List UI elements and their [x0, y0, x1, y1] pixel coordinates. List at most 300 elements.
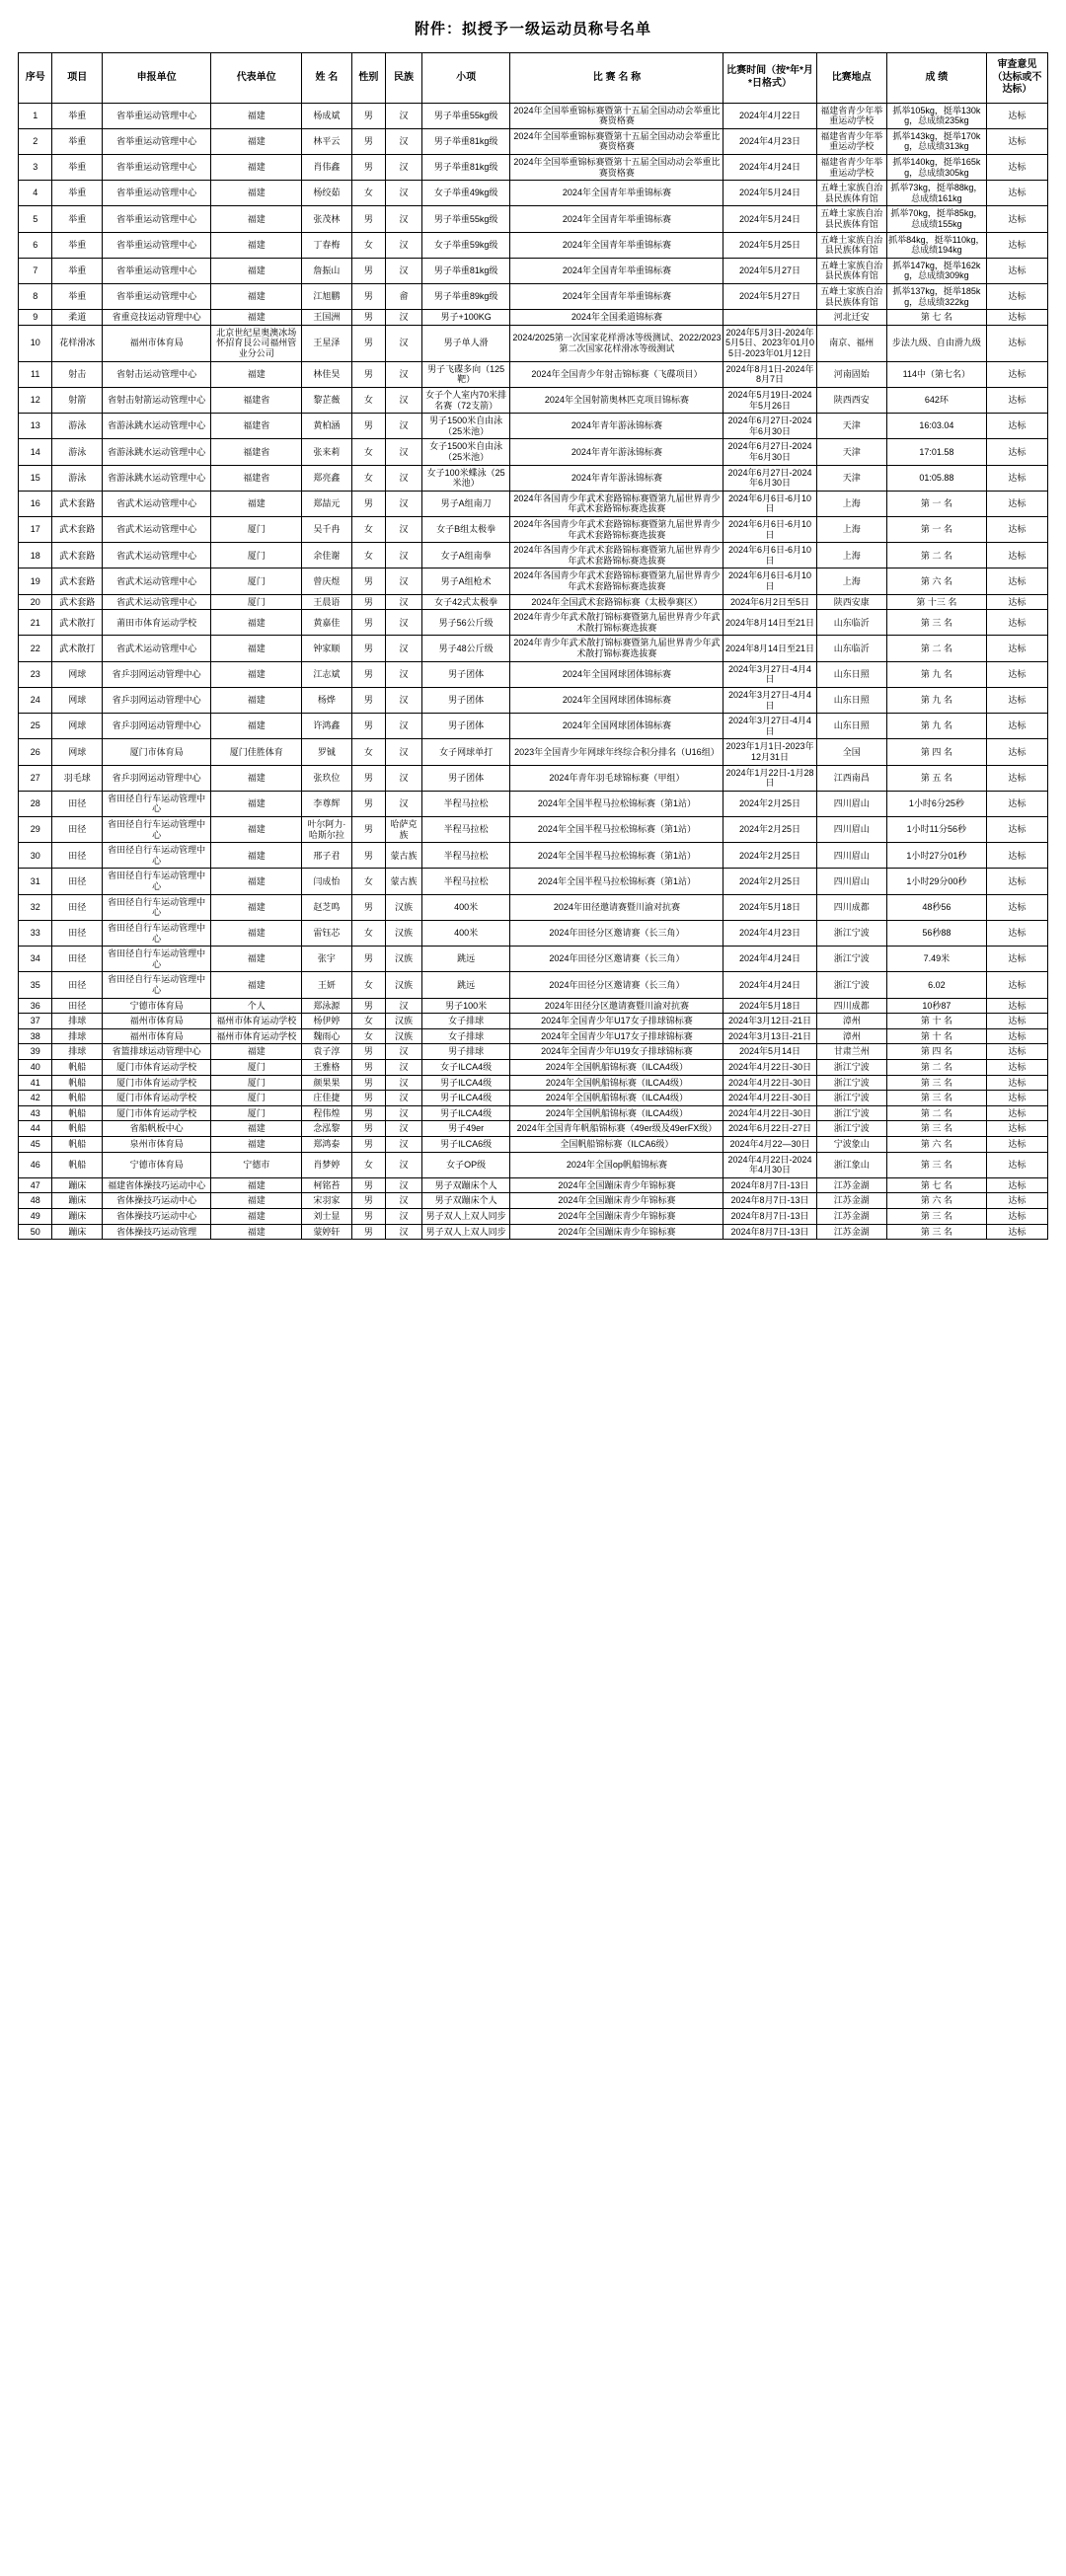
- table-cell: 上海: [816, 491, 886, 516]
- table-cell: 网球: [52, 739, 103, 765]
- table-cell: 男: [351, 594, 385, 610]
- table-cell: 抓举84kg，挺举110kg，总成绩194kg: [886, 232, 986, 258]
- table-cell: 汉: [386, 1091, 422, 1106]
- table-body: [19, 103, 1048, 1240]
- table-cell: 达标: [986, 610, 1047, 636]
- table-row: [19, 387, 1048, 413]
- table-cell: 福建省: [211, 387, 302, 413]
- table-cell: 22: [19, 636, 52, 661]
- table-cell: 五峰土家族自治县民族体育馆: [816, 181, 886, 206]
- table-cell: 四川眉山: [816, 791, 886, 816]
- table-cell: 达标: [986, 310, 1047, 326]
- table-cell: 2024年全国op帆船锦标赛: [510, 1152, 723, 1177]
- table-cell: 达标: [986, 491, 1047, 516]
- table-cell: 第 二 名: [886, 1105, 986, 1121]
- table-cell: 2024年5月25日: [723, 232, 816, 258]
- table-cell: 31: [19, 869, 52, 894]
- table-cell: 男: [351, 1224, 385, 1240]
- table-cell: 15: [19, 465, 52, 491]
- table-cell: 武术套路: [52, 568, 103, 594]
- table-cell: 2024年青年游泳锦标赛: [510, 414, 723, 439]
- table-cell: 男: [351, 1105, 385, 1121]
- table-cell: 女子100米蝶泳（25米池）: [421, 465, 510, 491]
- table-cell: 汉: [386, 610, 422, 636]
- table-cell: 漳州: [816, 1014, 886, 1029]
- table-cell: 达标: [986, 1152, 1047, 1177]
- table-row: [19, 1028, 1048, 1044]
- table-cell: 福建省青少年举重运动学校: [816, 154, 886, 180]
- table-cell: 2024年8月14日至21日: [723, 610, 816, 636]
- table-row: [19, 869, 1048, 894]
- table-header-row: [19, 53, 1048, 104]
- table-cell: 24: [19, 687, 52, 713]
- table-cell: 帆船: [52, 1152, 103, 1177]
- table-cell: 汉: [386, 765, 422, 791]
- table-cell: 福建省体操技巧运动中心: [102, 1177, 210, 1193]
- table-cell: 女子A组南拳: [421, 543, 510, 568]
- table-cell: 宁德市体育局: [102, 1152, 210, 1177]
- table-cell: 福建: [211, 765, 302, 791]
- table-cell: 14: [19, 439, 52, 465]
- table-row: [19, 661, 1048, 687]
- table-cell: 38: [19, 1028, 52, 1044]
- table-cell: 56秒88: [886, 920, 986, 946]
- table-cell: 陕西西安: [816, 387, 886, 413]
- table-cell: 23: [19, 661, 52, 687]
- table-cell: 上海: [816, 543, 886, 568]
- table-cell: 达标: [986, 517, 1047, 543]
- table-cell: 浙江象山: [816, 1152, 886, 1177]
- table-cell: 袁子淳: [302, 1044, 352, 1060]
- table-cell: 山东日照: [816, 714, 886, 739]
- table-row: [19, 568, 1048, 594]
- table-cell: 福建: [211, 972, 302, 998]
- table-cell: 48秒56: [886, 894, 986, 920]
- table-cell: 男: [351, 610, 385, 636]
- table-cell: 2024年5月27日: [723, 284, 816, 310]
- table-cell: 全国: [816, 739, 886, 765]
- table-cell: 河北迁安: [816, 310, 886, 326]
- table-cell: 37: [19, 1014, 52, 1029]
- table-cell: 厦门: [211, 517, 302, 543]
- column-header: 姓 名: [302, 53, 352, 104]
- table-cell: 许鸿鑫: [302, 714, 352, 739]
- table-cell: 汉: [386, 1152, 422, 1177]
- table-cell: 王妍: [302, 972, 352, 998]
- table-cell: 四川成都: [816, 894, 886, 920]
- table-cell: 男: [351, 361, 385, 387]
- table-cell: 汉: [386, 232, 422, 258]
- table-cell: 上海: [816, 568, 886, 594]
- table-cell: 浙江宁波: [816, 1121, 886, 1137]
- table-cell: 汉: [386, 1137, 422, 1153]
- table-cell: 汉族: [386, 1014, 422, 1029]
- table-cell: 达标: [986, 258, 1047, 283]
- table-cell: 雷钰芯: [302, 920, 352, 946]
- table-cell: 男: [351, 687, 385, 713]
- table-cell: 女子举重49kg级: [421, 181, 510, 206]
- table-row: [19, 972, 1048, 998]
- table-cell: 10秒87: [886, 998, 986, 1014]
- table-cell: 男子团体: [421, 765, 510, 791]
- table-cell: 厦门市体育运动学校: [102, 1105, 210, 1121]
- table-cell: 武术套路: [52, 594, 103, 610]
- table-cell: 福州市体育局: [102, 1014, 210, 1029]
- table-cell: 武术套路: [52, 543, 103, 568]
- table-cell: 男子49er: [421, 1121, 510, 1137]
- table-cell: 浙江宁波: [816, 1059, 886, 1075]
- table-cell: 汉: [386, 1224, 422, 1240]
- table-cell: 李尊辉: [302, 791, 352, 816]
- table-cell: 柔道: [52, 310, 103, 326]
- table-cell: 杨绞茹: [302, 181, 352, 206]
- table-cell: 余佳谢: [302, 543, 352, 568]
- table-cell: 汉族: [386, 920, 422, 946]
- table-cell: 达标: [986, 1028, 1047, 1044]
- table-row: [19, 765, 1048, 791]
- table-cell: 达标: [986, 894, 1047, 920]
- table-cell: 田径: [52, 920, 103, 946]
- table-cell: 江旭鹏: [302, 284, 352, 310]
- table-cell: 程伟煌: [302, 1105, 352, 1121]
- table-cell: 6: [19, 232, 52, 258]
- table-cell: 男子举重55kg级: [421, 206, 510, 232]
- table-cell: 男: [351, 568, 385, 594]
- table-cell: 2024/2025第一次国家花样滑冰等级测试、2022/2023第二次国家花样滑冰等级测试: [510, 325, 723, 361]
- table-cell: 五峰土家族自治县民族体育馆: [816, 284, 886, 310]
- table-cell: 汉: [386, 181, 422, 206]
- table-cell: 2024年全国举重锦标赛暨第十五届全国动动会举重比赛资格赛: [510, 154, 723, 180]
- table-cell: 省举重运动管理中心: [102, 128, 210, 154]
- table-cell: 第 三 名: [886, 1121, 986, 1137]
- table-cell: 第 六 名: [886, 568, 986, 594]
- table-cell: 福建: [211, 154, 302, 180]
- table-cell: 汉: [386, 739, 422, 765]
- table-cell: 45: [19, 1137, 52, 1153]
- table-cell: 四川成都: [816, 998, 886, 1014]
- table-cell: 2024年全国青年举重锦标赛: [510, 284, 723, 310]
- table-cell: 举重: [52, 232, 103, 258]
- table-cell: 男: [351, 1209, 385, 1225]
- table-cell: 省举重运动管理中心: [102, 232, 210, 258]
- table-cell: 厦门: [211, 543, 302, 568]
- table-cell: 厦门: [211, 594, 302, 610]
- table-cell: 114中（第七名）: [886, 361, 986, 387]
- table-cell: 达标: [986, 636, 1047, 661]
- table-cell: 25: [19, 714, 52, 739]
- table-cell: 男: [351, 154, 385, 180]
- table-cell: 2024年5月19日-2024年5月26日: [723, 387, 816, 413]
- table-cell: 女: [351, 387, 385, 413]
- table-cell: 汉: [386, 1044, 422, 1060]
- table-row: [19, 310, 1048, 326]
- table-cell: 男子48公斤级: [421, 636, 510, 661]
- table-cell: 2024年全国青少年U17女子排球锦标赛: [510, 1014, 723, 1029]
- table-row: [19, 128, 1048, 154]
- table-cell: 省乒羽网运动管理中心: [102, 687, 210, 713]
- table-cell: 2024年6月27日-2024年6月30日: [723, 439, 816, 465]
- table-cell: 2024年4月24日: [723, 154, 816, 180]
- table-cell: 男子举重89kg级: [421, 284, 510, 310]
- table-cell: 达标: [986, 1105, 1047, 1121]
- table-cell: 2024年青年游泳锦标赛: [510, 465, 723, 491]
- table-cell: 汉: [386, 636, 422, 661]
- athletes-table: [18, 52, 1048, 1240]
- table-cell: 达标: [986, 920, 1047, 946]
- table-cell: 642环: [886, 387, 986, 413]
- table-row: [19, 817, 1048, 843]
- table-cell: 2024年3月12日-21日: [723, 1014, 816, 1029]
- table-cell: 男子双人上双人同步: [421, 1209, 510, 1225]
- table-cell: 江苏金湖: [816, 1177, 886, 1193]
- table-row: [19, 361, 1048, 387]
- table-cell: 2024年6月2日至5日: [723, 594, 816, 610]
- table-cell: 抓举73kg，挺举88kg，总成绩161kg: [886, 181, 986, 206]
- table-cell: 第 九 名: [886, 687, 986, 713]
- table-cell: 山东临沂: [816, 610, 886, 636]
- table-cell: 汉: [386, 661, 422, 687]
- table-cell: 赵芝鸣: [302, 894, 352, 920]
- table-cell: 2024年2月25日: [723, 869, 816, 894]
- table-cell: 男: [351, 1137, 385, 1153]
- table-cell: 达标: [986, 791, 1047, 816]
- table-cell: 福建: [211, 1209, 302, 1225]
- table-cell: 福州市体育局: [102, 1028, 210, 1044]
- table-cell: 第 九 名: [886, 714, 986, 739]
- table-cell: 2024年全国青年举重锦标赛: [510, 206, 723, 232]
- table-cell: 2024年3月27日-4月4日: [723, 661, 816, 687]
- table-cell: 半程马拉松: [421, 843, 510, 869]
- table-cell: 男子双蹦床个人: [421, 1177, 510, 1193]
- table-cell: 省乒羽网运动管理中心: [102, 661, 210, 687]
- table-cell: 达标: [986, 414, 1047, 439]
- table-cell: 王星泽: [302, 325, 352, 361]
- table-cell: 省举重运动管理中心: [102, 258, 210, 283]
- table-cell: 2024年全国网球团体锦标赛: [510, 687, 723, 713]
- table-cell: 福建: [211, 103, 302, 128]
- table-cell: 田径: [52, 947, 103, 972]
- table-cell: 男子1500米自由泳（25米池）: [421, 414, 510, 439]
- table-cell: 达标: [986, 1121, 1047, 1137]
- table-cell: 2024年8月7日-13日: [723, 1193, 816, 1209]
- table-cell: 40: [19, 1059, 52, 1075]
- table-cell: 达标: [986, 568, 1047, 594]
- table-cell: 女: [351, 1014, 385, 1029]
- table-cell: 2024年田径分区邀请赛（长三角）: [510, 972, 723, 998]
- table-cell: 达标: [986, 439, 1047, 465]
- table-cell: 男子团体: [421, 714, 510, 739]
- table-cell: 跳远: [421, 972, 510, 998]
- table-cell: 宁波象山: [816, 1137, 886, 1153]
- table-cell: 达标: [986, 817, 1047, 843]
- table-cell: 第 一 名: [886, 517, 986, 543]
- table-row: [19, 1177, 1048, 1193]
- table-cell: 浙江宁波: [816, 1075, 886, 1091]
- table-cell: 省田径自行车运动管理中心: [102, 817, 210, 843]
- table-cell: 2024年全国青少年U19女子排球锦标赛: [510, 1044, 723, 1060]
- table-cell: 汉: [386, 361, 422, 387]
- table-cell: 汉族: [386, 947, 422, 972]
- table-cell: 厦门市体育运动学校: [102, 1075, 210, 1091]
- table-cell: 浙江宁波: [816, 1091, 886, 1106]
- table-cell: 达标: [986, 687, 1047, 713]
- table-cell: 福建: [211, 636, 302, 661]
- table-cell: 50: [19, 1224, 52, 1240]
- table-cell: 厦门: [211, 568, 302, 594]
- table-cell: 福建: [211, 1044, 302, 1060]
- table-row: [19, 687, 1048, 713]
- table-cell: 达标: [986, 1209, 1047, 1225]
- table-cell: 达标: [986, 1177, 1047, 1193]
- table-cell: 漳州: [816, 1028, 886, 1044]
- table-row: [19, 894, 1048, 920]
- table-cell: 汉族: [386, 972, 422, 998]
- table-cell: 男: [351, 284, 385, 310]
- table-cell: 游泳: [52, 439, 103, 465]
- table-cell: 达标: [986, 387, 1047, 413]
- column-header: 比 赛 名 称: [510, 53, 723, 104]
- table-cell: 男子团体: [421, 687, 510, 713]
- table-cell: 第 七 名: [886, 310, 986, 326]
- table-cell: 48: [19, 1193, 52, 1209]
- table-cell: 蹦床: [52, 1224, 103, 1240]
- table-cell: 男: [351, 998, 385, 1014]
- table-cell: 33: [19, 920, 52, 946]
- table-cell: 第 四 名: [886, 739, 986, 765]
- table-cell: 排球: [52, 1014, 103, 1029]
- table-cell: 9: [19, 310, 52, 326]
- table-cell: 举重: [52, 206, 103, 232]
- table-cell: 2024年2月25日: [723, 843, 816, 869]
- column-header: 项目: [52, 53, 103, 104]
- table-cell: 举重: [52, 128, 103, 154]
- table-cell: 男: [351, 1059, 385, 1075]
- table-cell: 41: [19, 1075, 52, 1091]
- table-cell: 汉: [386, 1209, 422, 1225]
- table-cell: 钟家顺: [302, 636, 352, 661]
- table-row: [19, 465, 1048, 491]
- table-row: [19, 636, 1048, 661]
- table-cell: 1小时6分25秒: [886, 791, 986, 816]
- table-cell: 2024年全国蹦床青少年锦标赛: [510, 1209, 723, 1225]
- table-cell: 2024年全国帆船锦标赛（ILCA4级）: [510, 1059, 723, 1075]
- table-cell: 2024年6月6日-6月10日: [723, 568, 816, 594]
- table-cell: 29: [19, 817, 52, 843]
- table-cell: 北京世纪星奥澳冰场怀招育艮公司福州管业分公司: [211, 325, 302, 361]
- table-cell: 400米: [421, 894, 510, 920]
- table-cell: 武术散打: [52, 636, 103, 661]
- table-cell: 男子举重81kg级: [421, 154, 510, 180]
- table-cell: 郑亮鑫: [302, 465, 352, 491]
- table-cell: 福建: [211, 714, 302, 739]
- table-cell: 庄佳捷: [302, 1091, 352, 1106]
- table-cell: 省田径自行车运动管理中心: [102, 894, 210, 920]
- table-cell: 第 十 名: [886, 1014, 986, 1029]
- table-cell: 杨伊婷: [302, 1014, 352, 1029]
- table-cell: 女子个人室内70米排名赛（72支箭）: [421, 387, 510, 413]
- table-cell: 张玖位: [302, 765, 352, 791]
- table-cell: 2024年全国武术套路锦标赛（太极拳赛区）: [510, 594, 723, 610]
- table-cell: 半程马拉松: [421, 791, 510, 816]
- table-cell: 厦门: [211, 1075, 302, 1091]
- table-cell: 2024年各国青少年武术套路锦标赛暨第九届世界青少年武术套路锦标赛选拔赛: [510, 568, 723, 594]
- table-row: [19, 1044, 1048, 1060]
- table-cell: 2024年全国半程马拉松锦标赛（第1站）: [510, 843, 723, 869]
- table-cell: 16:03.04: [886, 414, 986, 439]
- table-cell: 2023年全国青少年网球年终综合积分排名（U16组）: [510, 739, 723, 765]
- table-cell: 女: [351, 920, 385, 946]
- table-row: [19, 791, 1048, 816]
- column-header: 成 绩: [886, 53, 986, 104]
- table-cell: 步法九级、自由滑九级: [886, 325, 986, 361]
- table-cell: 汉: [386, 791, 422, 816]
- table-cell: 7.49米: [886, 947, 986, 972]
- table-cell: 田径: [52, 894, 103, 920]
- table-cell: 天津: [816, 414, 886, 439]
- table-cell: 汉: [386, 1177, 422, 1193]
- table-cell: 女: [351, 465, 385, 491]
- table-row: [19, 1209, 1048, 1225]
- table-cell: 2024年6月6日-6月10日: [723, 491, 816, 516]
- table-cell: 蹦床: [52, 1193, 103, 1209]
- table-row: [19, 258, 1048, 283]
- table-cell: 省篮排球运动管理中心: [102, 1044, 210, 1060]
- table-cell: 念泓黎: [302, 1121, 352, 1137]
- table-cell: 12: [19, 387, 52, 413]
- table-cell: 蒙古族: [386, 843, 422, 869]
- table-cell: 厦门市体育运动学校: [102, 1059, 210, 1075]
- table-cell: 省田径自行车运动管理中心: [102, 869, 210, 894]
- table-cell: 半程马拉松: [421, 817, 510, 843]
- table-cell: 2024年2月25日: [723, 791, 816, 816]
- table-row: [19, 414, 1048, 439]
- table-cell: 个人: [211, 998, 302, 1014]
- table-cell: 4: [19, 181, 52, 206]
- table-cell: 1: [19, 103, 52, 128]
- table-cell: 2024年5月18日: [723, 998, 816, 1014]
- table-cell: 2024年田径分区邀请赛（长三角）: [510, 947, 723, 972]
- table-cell: 达标: [986, 1224, 1047, 1240]
- table-cell: 江志斌: [302, 661, 352, 687]
- table-cell: 五峰土家族自治县民族体育馆: [816, 232, 886, 258]
- table-cell: 省体操技巧运动管理: [102, 1224, 210, 1240]
- table-cell: 四川眉山: [816, 869, 886, 894]
- table-cell: 男: [351, 414, 385, 439]
- table-cell: 射击: [52, 361, 103, 387]
- table-cell: 莆田市体育运动学校: [102, 610, 210, 636]
- table-cell: 2024年全国帆船锦标赛（ILCA4级）: [510, 1105, 723, 1121]
- table-cell: 蹦床: [52, 1177, 103, 1193]
- table-cell: 36: [19, 998, 52, 1014]
- table-cell: 男子举重81kg级: [421, 258, 510, 283]
- table-cell: 达标: [986, 361, 1047, 387]
- table-cell: 五峰土家族自治县民族体育馆: [816, 258, 886, 283]
- table-cell: 畲: [386, 284, 422, 310]
- table-cell: 第 五 名: [886, 765, 986, 791]
- table-cell: 18: [19, 543, 52, 568]
- table-cell: 第 二 名: [886, 543, 986, 568]
- table-cell: 福建省: [211, 414, 302, 439]
- table-cell: 400米: [421, 920, 510, 946]
- table-cell: 全国帆船锦标赛（ILCA6级）: [510, 1137, 723, 1153]
- table-cell: 宁德市体育局: [102, 998, 210, 1014]
- table-cell: 杨成斌: [302, 103, 352, 128]
- table-cell: 举重: [52, 154, 103, 180]
- table-cell: 2024年全国蹦床青少年锦标赛: [510, 1193, 723, 1209]
- table-cell: 女子排球: [421, 1028, 510, 1044]
- table-cell: 汉: [386, 687, 422, 713]
- table-cell: 田径: [52, 791, 103, 816]
